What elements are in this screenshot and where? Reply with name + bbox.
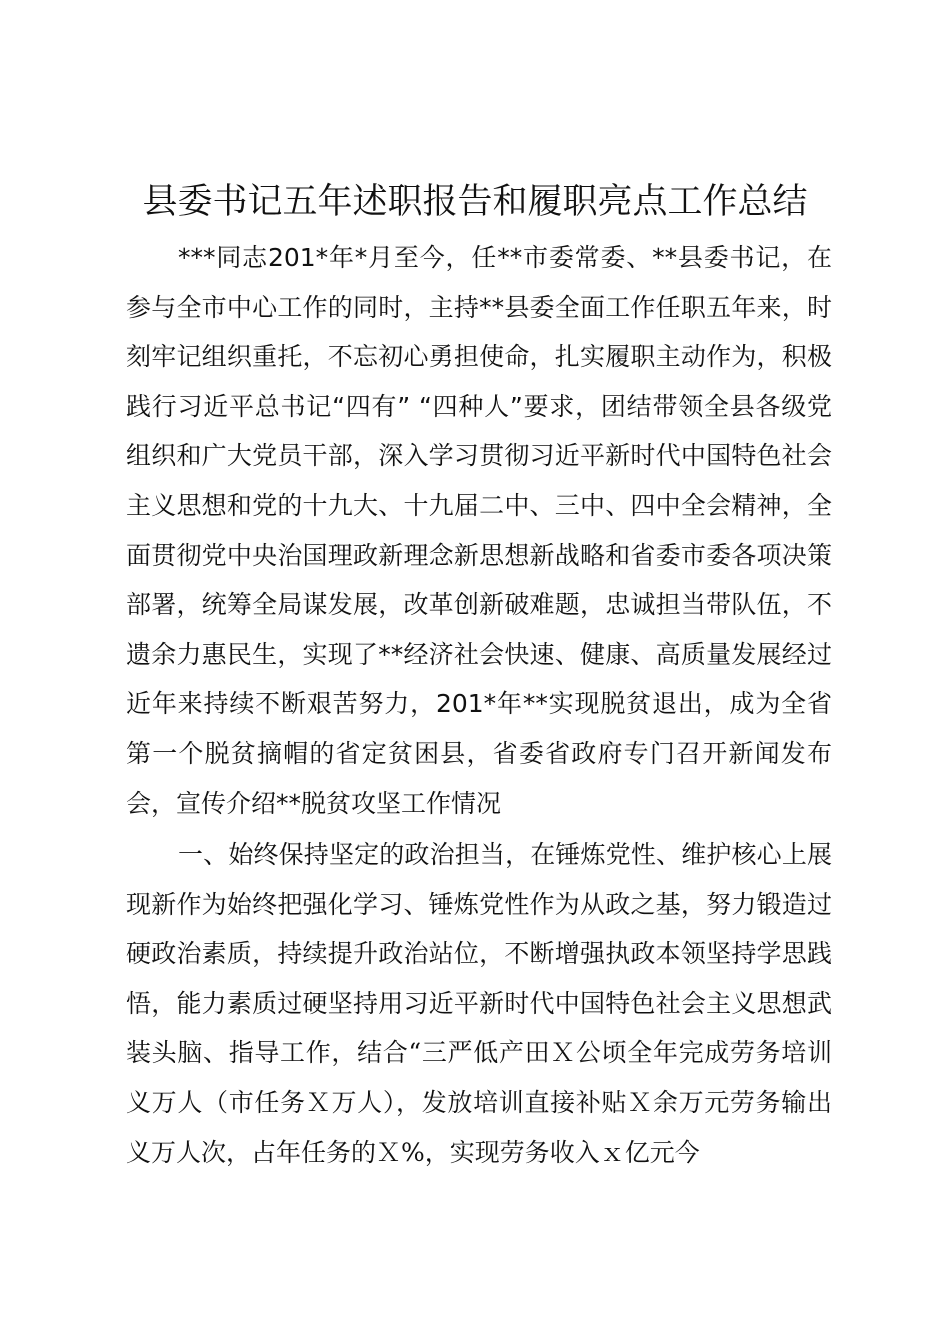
- body-paragraph-1: ***同志201*年*月至今，任**市委常委、**县委书记，在参与全市中心工作的同时，主持**县委全面工作任职五年来，时刻牢记组织重托，不忘初心勇担使命，扎实履职主动作为，积极践行习近平总书记“四有” “四种人”要求，团结带领全县各级党组织和广大党员干部，深入学习贯彻习近平新时代中国特色社会主义思想和党的十九大、十九届二中、三中、四中全会精神，全面贯彻党中央治国理政新理念新思想新战略和省委市委各项决策部署，统筹全局谋发展，改革创新破难题，忠诚担当带队伍，不遗余力惠民生，实现了**经济社会快速、健康、高质量发展经过近年来持续不断艰苦努力，201*年**实现脱贫退出，成为全省第一个脱贫摘帽的省定贫困县，省委省政府专门召开新闻发布会，宣传介绍**脱贫攻坚工作情况: [126, 243, 832, 818]
- body-paragraph-2: 一、始终保持坚定的政治担当，在锤炼党性、维护核心上展现新作为始终把强化学习、锤炼党性作为从政之基，努力锻造过硬政治素质，持续提升政治站位，不断增强执政本领坚持学思践悟，能力素质过硬坚持用习近平新时代中国特色社会主义思想武装头脑、指导工作，结合“三严低产田Ｘ公顷全年完成劳务培训义万人（市任务Ｘ万人），发放培训直接补贴Ｘ余万元劳务输出义万人次，占年任务的Ｘ%，实现劳务收入ｘ亿元今: [126, 840, 832, 1167]
- document-title: 县委书记五年述职报告和履职亮点工作总结: [142, 182, 808, 222]
